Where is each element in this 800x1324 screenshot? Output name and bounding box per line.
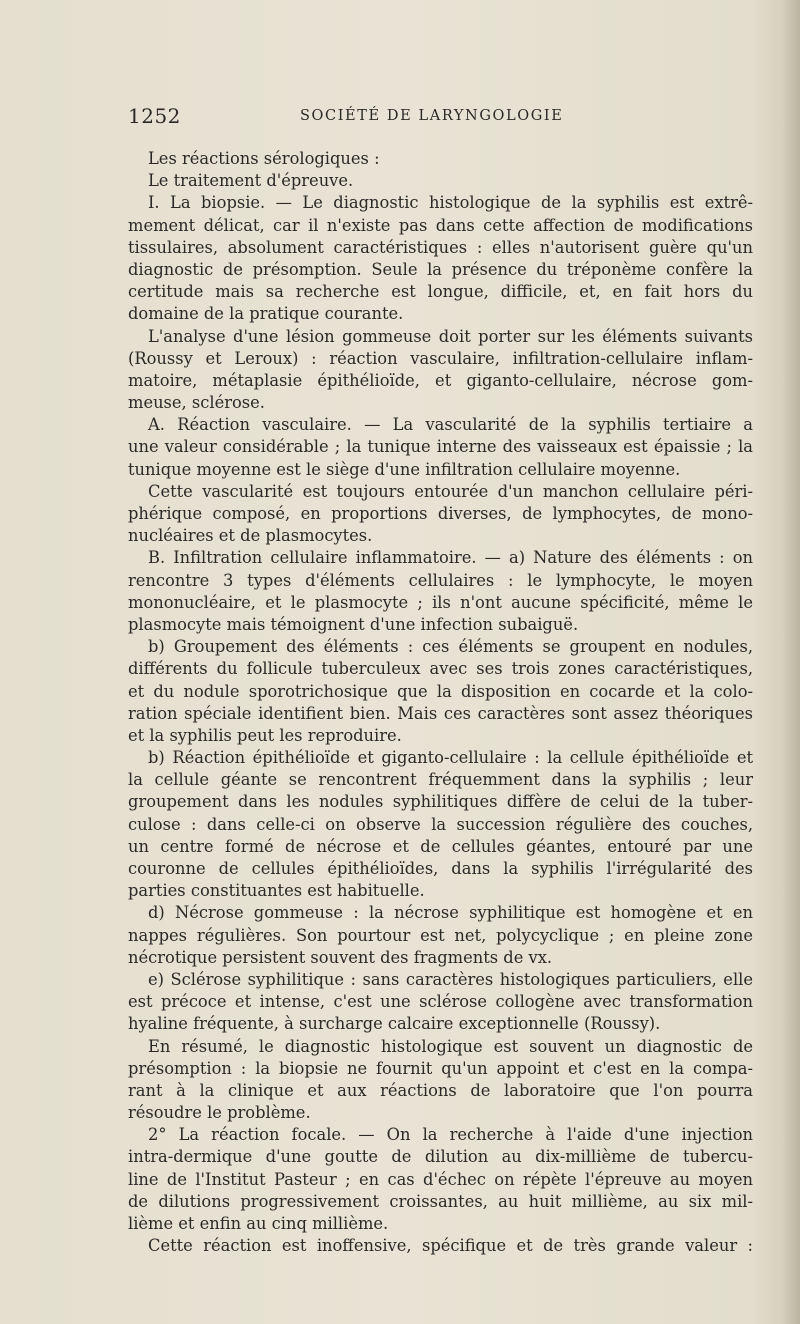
text-line: est précoce et intense, c'est une sclérose collogène avec transformation — [128, 992, 753, 1012]
text-line: hyaline fréquente, à surcharge calcaire exceptionnelle (Roussy). — [128, 1014, 661, 1034]
page-edge-shadow — [782, 0, 800, 1324]
text-line: 2° La réaction focale. — On la recherche à l'aide d'une injection — [148, 1125, 753, 1145]
text-line: nécrotique persistent souvent des fragments de vx. — [128, 947, 553, 967]
text-line: culose : dans celle-ci on observe la succession régulière des couches, — [128, 814, 753, 834]
text-line: résoudre le problème. — [128, 1103, 311, 1123]
text-line: et la syphilis peut les reproduire. — [128, 725, 402, 745]
text-line: lième et enfin au cinq millième. — [128, 1214, 389, 1233]
text-line: différents du follicule tuberculeux avec ses trois zones caractéristiques, — [128, 659, 753, 679]
text-line: En résumé, le diagnostic histologique est souvent un diagnostic de — [148, 1036, 753, 1056]
text-line: phérique composé, en proportions diverses, de lymphocytes, de mono- — [128, 504, 753, 523]
text-line: la cellule géante se rencontrent fréquemment dans la syphilis ; leur — [128, 770, 753, 790]
running-title: SOCIÉTÉ DE LARYNGOLOGIE — [300, 108, 564, 124]
text-line: I. La biopsie. — Le diagnostic histologique de la syphilis est extrê- — [148, 193, 753, 213]
text-line: domaine de la pratique courante. — [128, 304, 404, 324]
text-line: rencontre 3 types d'éléments cellulaires : le lymphocyte, le moyen — [128, 570, 753, 590]
text-line: meuse, sclérose. — [128, 393, 265, 413]
text-line: b) Réaction épithélioïde et giganto-cellulaire : la cellule épithélioïde et — [148, 748, 753, 768]
page-number: 1252 — [128, 104, 181, 128]
text-line: nucléaires et de plasmocytes. — [128, 526, 373, 546]
text-line: Les réactions sérologiques : — [148, 149, 380, 168]
text-line: Cette vascularité est toujours entourée d'un manchon cellulaire péri- — [148, 481, 753, 501]
text-line: mononucléaire, et le plasmocyte ; ils n'ont aucune spécificité, même le — [128, 592, 753, 612]
text-line: matoire, métaplasie épithélioïde, et giganto-cellulaire, nécrose gom- — [128, 370, 753, 390]
text-line: B. Infiltration cellulaire inflammatoire. — a) Nature des éléments : on — [148, 548, 753, 568]
text-line: plasmocyte mais témoignent d'une infection subaiguë. — [128, 614, 579, 634]
text-line: parties constituantes est habituelle. — [128, 881, 425, 901]
text-line: line de l'Institut Pasteur ; en cas d'échec on répète l'épreuve au moyen — [128, 1169, 753, 1189]
text-line: Le traitement d'épreuve. — [148, 171, 354, 191]
text-line: et du nodule sporotrichosique que la disposition en cocarde et la colo- — [128, 681, 753, 701]
text-line: intra-dermique d'une goutte de dilution au dix-millième de tubercu- — [128, 1147, 753, 1167]
text-line: b) Groupement des éléments : ces éléments se groupent en nodules, — [148, 637, 753, 657]
text-line: certitude mais sa recherche est longue, difficile, et, en fait hors du — [128, 282, 753, 302]
text-line: tunique moyenne est le siège d'une infiltration cellulaire moyenne. — [128, 459, 681, 479]
text-line: mement délicat, car il n'existe pas dans cette affection de modifications — [128, 215, 753, 235]
text-line: tissulaires, absolument caractéristiques : elles n'autorisent guère qu'un — [128, 237, 753, 257]
text-line: de dilutions progressivement croissantes, au huit millième, au six mil- — [128, 1191, 753, 1211]
text-line: A. Réaction vasculaire. — La vascularité de la syphilis tertiaire a — [148, 415, 753, 435]
text-line: diagnostic de présomption. Seule la présence du tréponème confère la — [128, 259, 753, 279]
text-line: présomption : la biopsie ne fournit qu'un appoint et c'est en la compa- — [128, 1058, 753, 1078]
text-line: d) Nécrose gommeuse : la nécrose syphilitique est homogène et en — [148, 903, 753, 923]
page-header — [128, 104, 588, 130]
text-line: rant à la clinique et aux réactions de laboratoire que l'on pourra — [128, 1080, 753, 1100]
text-line: (Roussy et Leroux) : réaction vasculaire, infiltration-cellulaire inflam- — [128, 348, 753, 368]
text-line: couronne de cellules épithélioïdes, dans la syphilis l'irrégularité des — [128, 859, 753, 878]
text-line: groupement dans les nodules syphilitiques diffère de celui de la tuber- — [128, 792, 753, 812]
body-text — [128, 148, 753, 1257]
text-line: nappes régulières. Son pourtour est net, polycyclique ; en pleine zone — [128, 925, 753, 945]
text-line: e) Sclérose syphilitique : sans caractères histologiques particuliers, elle — [148, 969, 753, 989]
text-line: ration spéciale identifient bien. Mais ces caractères sont assez théoriques — [128, 703, 753, 723]
text-line: un centre formé de nécrose et de cellules géantes, entouré par une — [128, 836, 753, 856]
text-line: une valeur considérable ; la tunique interne des vaisseaux est épaissie ; la — [128, 437, 753, 457]
text-line: Cette réaction est inoffensive, spécifique et de très grande valeur : — [148, 1236, 753, 1256]
text-line: L'analyse d'une lésion gommeuse doit porter sur les éléments suivants — [148, 326, 753, 346]
